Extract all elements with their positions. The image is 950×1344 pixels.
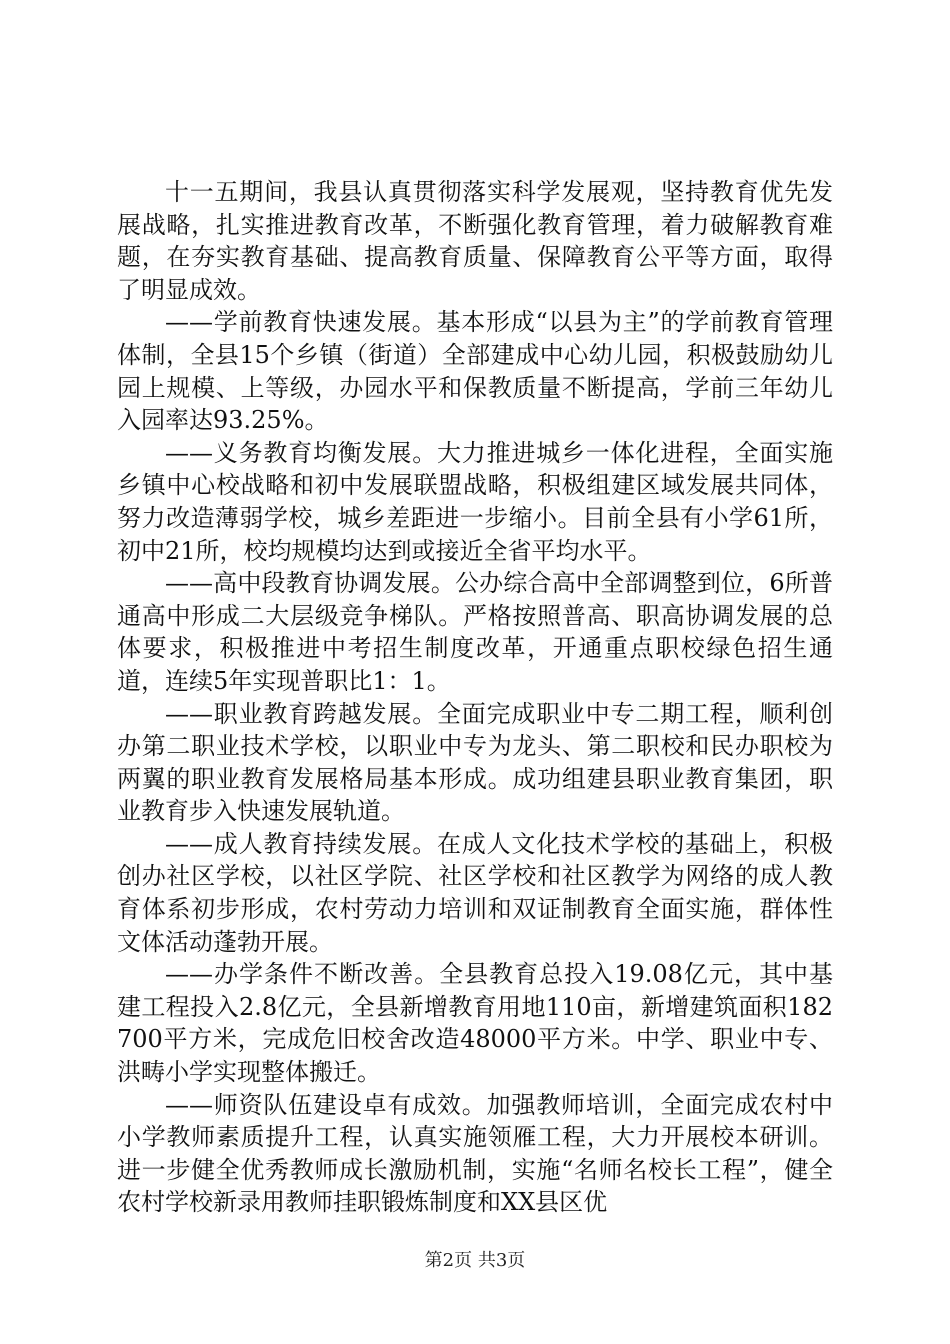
document-body (117, 176, 833, 1219)
paragraph-intro: 十一五期间，我县认真贯彻落实科学发展观，坚持教育优先发展战略，扎实推进教育改革，不断强化教育管理，着力破解教育难题，在夯实教育基础、提高教育质量、保障教育公平等方面，取得了明显成效。 (117, 178, 833, 304)
paragraph-adult: ——成人教育持续发展。在成人文化技术学校的基础上，积极创办社区学校，以社区学院、社区学校和社区教学为网络的成人教育体系初步形成，农村劳动力培训和双证制教育全面实施，群体性文体活动蓬勃开展。 (117, 829, 833, 956)
paragraph-vocational: ——职业教育跨越发展。全面完成职业中专二期工程，顺利创办第二职业技术学校，以职业中专为龙头、第二职校和民办职校为两翼的职业教育发展格局基本形成。成功组建县职业教育集团，职业教育步入快速发展轨道。 (117, 699, 833, 826)
paragraph-preschool: ——学前教育快速发展。基本形成“以县为主”的学前教育管理体制，全县15个乡镇（街道）全部建成中心幼儿园，积极鼓励幼儿园上规模、上等级，办园水平和保教质量不断提高，学前三年幼儿入园率达93.25%。 (117, 308, 833, 435)
paragraph-teachers: ——师资队伍建设卓有成效。加强教师培训，全面完成农村中小学教师素质提升工程，认真实施领雁工程，大力开展校本研训。进一步健全优秀教师成长激励机制，实施“名师名校长工程”，健全农村学校新录用教师挂职锻炼制度和XX县区优 (117, 1090, 833, 1217)
paragraph-high-school: ——高中段教育协调发展。公办综合高中全部调整到位，6所普通高中形成二大层级竞争梯队。严格按照普高、职高协调发展的总体要求，积极推进中考招生制度改革，开通重点职校绿色招生通道，连续5年实现普职比1：1。 (117, 569, 833, 695)
paragraph-conditions: ——办学条件不断改善。全县教育总投入19.08亿元，其中基建工程投入2.8亿元，全县新增教育用地110亩，新增建筑面积182700平方米，完成危旧校舍改造48000平方米。中学、职业中专、洪畴小学实现整体搬迁。 (117, 960, 833, 1087)
paragraph-compulsory: ——义务教育均衡发展。大力推进城乡一体化进程，全面实施乡镇中心校战略和初中发展联盟战略，积极组建区域发展共同体，努力改造薄弱学校，城乡差距进一步缩小。目前全县有小学61所，初中21所，校均规模均达到或接近全省平均水平。 (117, 438, 833, 565)
page-footer: 第2页 共3页 (424, 1250, 526, 1271)
